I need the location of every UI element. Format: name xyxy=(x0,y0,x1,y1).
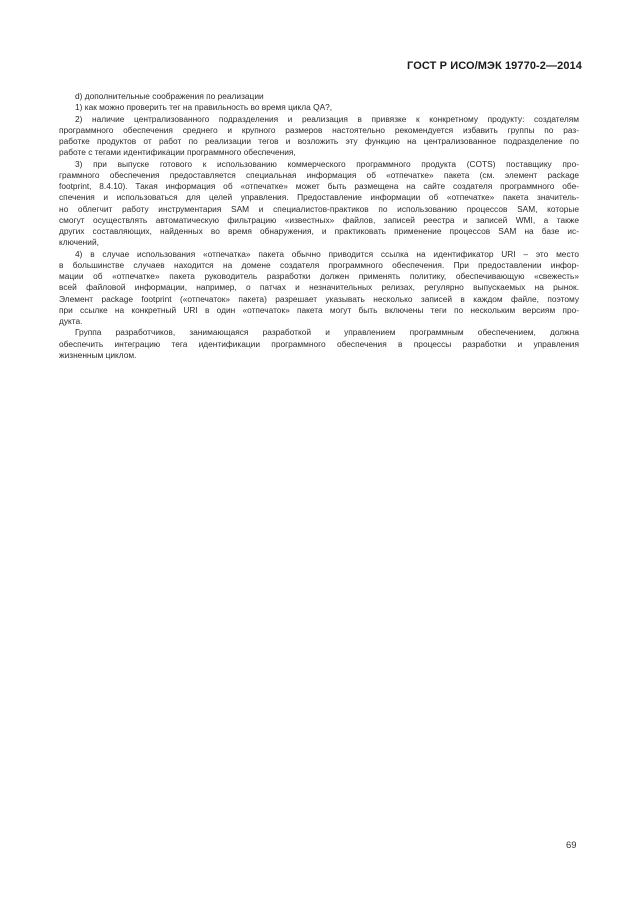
text-line: 4) в случае использования «отпечатка» пакета обычно приводится ссылка на идентификатор URI – это место xyxy=(75,248,579,259)
document-body xyxy=(59,91,579,361)
text-line: d) дополнительные соображения по реализации xyxy=(75,91,264,101)
text-line: footprint, 8.4.10). Такая информация об «отпечатке» может быть размещена на сайте создателя программного обе- xyxy=(59,181,579,191)
page-number: 69 xyxy=(566,840,577,851)
text-line: в большинстве случаев находится на домене создателя программного обеспечения. При предоставлении инфор- xyxy=(59,259,579,270)
text-line: спечения и использоваться для целей управления. Предоставление информации об «отпечатке» пакета значитель- xyxy=(59,192,579,203)
text-line: ключений, xyxy=(59,237,99,248)
text-line: работке продуктов от работ по реализации тегов и возложить эту функцию на централизованное подразделение по xyxy=(59,136,579,146)
text-line: программного обеспечения среднего и крупного размеров настоятельно рекомендуется избавить группы по раз- xyxy=(59,124,579,135)
text-line: граммного обеспечения предоставляется специальная информация об «отпечатке» пакета (см. элемент package xyxy=(59,169,579,180)
text-line: работе с тегами идентификации программного обеспечения, xyxy=(59,147,296,158)
text-line: всей файловой информации, например, о патчах и незначительных релизах, регулярно выпускаемых на рынок. xyxy=(59,282,579,293)
text-line: 1) как можно проверить тег на правильность во время цикла QA?, xyxy=(75,102,333,113)
text-line: мации об «отпечатке» пакета руководитель разработки должен применять политику, обеспечивающую «свежесть» xyxy=(59,271,579,281)
text-line: Группа разработчиков, занимающаяся разработкой и управлением программным обеспечением, должна xyxy=(75,327,579,338)
text-line: смогут осуществлять автоматическую фильтрацию «известных» файлов, записей реестра и записей WMI, а также xyxy=(59,214,579,225)
text-line: но облегчит работу инструментария SAM и специалистов-практиков по использованию процессов SAM, которые xyxy=(59,203,579,214)
text-line: других составляющих, найденных во время обнаружения, и практиковать применение процессов SAM на базе ис- xyxy=(59,226,579,236)
text-line: дукта. xyxy=(59,316,83,326)
document-header-standard-id: ГОСТ Р ИСО/МЭК 19770-2—2014 xyxy=(407,60,582,72)
text-line: при ссылке на конкретный URI в один «отпечаток» пакета могут быть включены теги по нескольким версиям про- xyxy=(59,304,579,315)
text-line: 2) наличие централизованного подразделения и реализация в привязке к конкретному продукту: создателям xyxy=(75,113,579,124)
text-line: Элемент package footprint («отпечаток» пакета) разрешает указывать несколько записей в каждом файле, поэтому xyxy=(59,293,579,304)
text-line: жизненным циклом. xyxy=(59,349,137,360)
text-line: 3) при выпуске готового к использованию коммерческого программного продукта (COTS) поставщику про- xyxy=(75,158,579,169)
text-line: обеспечить интеграцию тега идентификации программного обеспечения в процессы разработки и управления xyxy=(59,338,579,349)
